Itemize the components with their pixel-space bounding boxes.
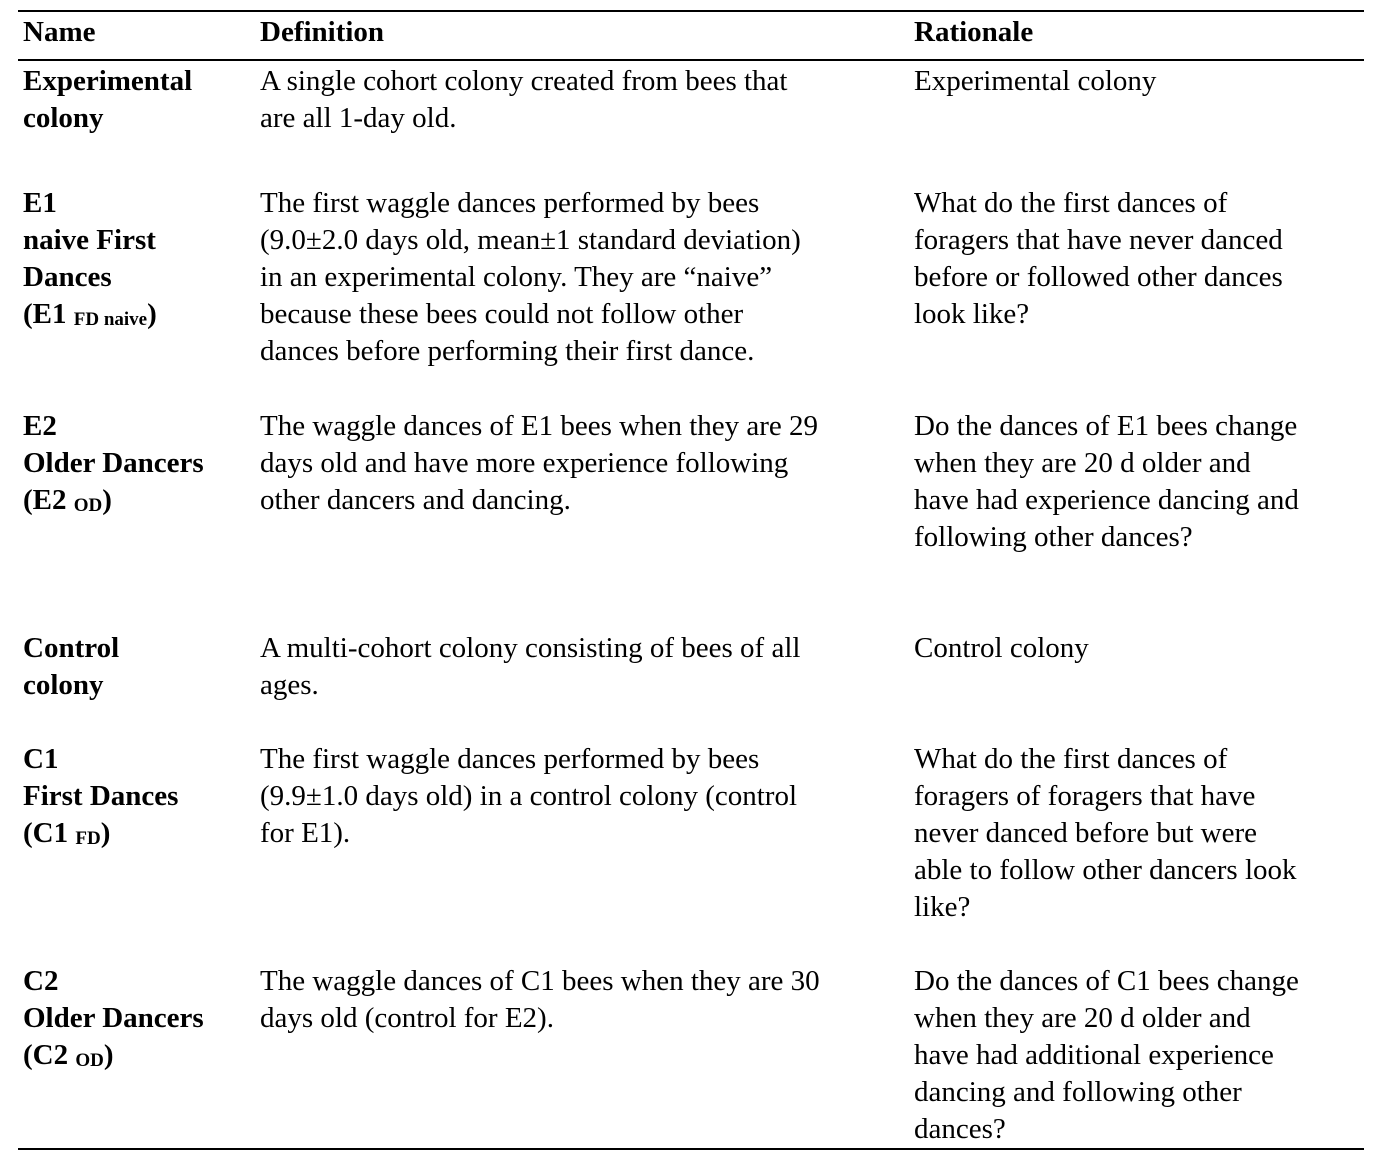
definition-line: other dancers and dancing. [260, 484, 571, 516]
rationale-line: before or followed other dances [914, 261, 1283, 293]
table-bottom-rule [18, 1148, 1364, 1150]
row-e1-definition [260, 185, 900, 370]
rationale-line: when they are 20 d older and [914, 447, 1251, 479]
row-c2-definition [260, 963, 900, 1037]
rationale-line: Do the dances of E1 bees change [914, 410, 1298, 442]
table-header-rule [18, 59, 1364, 61]
rationale-line: like? [914, 891, 971, 923]
rationale-line: foragers of foragers that have [914, 780, 1256, 812]
name-line: Experimental [23, 65, 193, 97]
name-abbreviation: (C2 OD) [23, 1039, 114, 1071]
rationale-line: following other dances? [914, 521, 1193, 553]
definition-line: ages. [260, 669, 319, 701]
definition-line: A multi-cohort colony consisting of bees of all [260, 632, 801, 664]
definition-line: days old (control for E2). [260, 1002, 554, 1034]
rationale-line: dancing and following other [914, 1076, 1242, 1108]
row-c1-rationale [914, 741, 1364, 926]
definition-line: dances before performing their first dance. [260, 335, 755, 367]
rationale-line: What do the first dances of [914, 743, 1228, 775]
definition-line: The waggle dances of E1 bees when they are 29 [260, 410, 819, 442]
name-line: C1 [23, 743, 59, 775]
rationale-line: look like? [914, 298, 1030, 330]
definition-line: are all 1-day old. [260, 102, 457, 134]
name-line: Older Dancers [23, 1002, 204, 1034]
definition-line: The first waggle dances performed by bees [260, 743, 760, 775]
row-e1-name [23, 185, 248, 338]
column-header-definition: Definition [260, 16, 385, 48]
rationale-line: Control colony [914, 632, 1089, 664]
name-line: Control [23, 632, 120, 664]
name-line: First Dances [23, 780, 179, 812]
row-c2-name [23, 963, 248, 1079]
row-control-colony-rationale [914, 630, 1364, 667]
name-line: C2 [23, 965, 59, 997]
name-abbreviation: (E1 FD naive) [23, 298, 157, 330]
column-header-name: Name [23, 16, 96, 48]
row-control-colony-name [23, 630, 248, 704]
rationale-line: able to follow other dancers look [914, 854, 1297, 886]
table-top-rule [18, 10, 1364, 12]
row-experimental-colony-name [23, 63, 248, 137]
row-experimental-colony-rationale [914, 63, 1364, 100]
name-abbreviation: (C1 FD) [23, 817, 111, 849]
row-e2-rationale [914, 408, 1364, 556]
definition-line: in an experimental colony. They are “naive” [260, 261, 773, 293]
row-experimental-colony-definition [260, 63, 900, 137]
name-line: colony [23, 102, 104, 134]
definition-line: The first waggle dances performed by bees [260, 187, 760, 219]
rationale-line: foragers that have never danced [914, 224, 1283, 256]
rationale-line: when they are 20 d older and [914, 1002, 1251, 1034]
row-c2-rationale [914, 963, 1364, 1148]
row-e2-definition [260, 408, 900, 519]
name-line: Older Dancers [23, 447, 204, 479]
definition-line: The waggle dances of C1 bees when they are 30 [260, 965, 820, 997]
rationale-line: never danced before but were [914, 817, 1257, 849]
row-control-colony-definition [260, 630, 900, 704]
rationale-line: dances? [914, 1113, 1006, 1145]
rationale-line: have had experience dancing and [914, 484, 1299, 516]
definition-line: (9.9±1.0 days old) in a control colony (control [260, 780, 797, 812]
name-line: Dances [23, 261, 112, 293]
column-header-rationale: Rationale [914, 16, 1034, 48]
row-c1-name [23, 741, 248, 857]
rationale-line: What do the first dances of [914, 187, 1228, 219]
row-e2-name [23, 408, 248, 524]
name-line: E2 [23, 410, 57, 442]
rationale-line: have had additional experience [914, 1039, 1274, 1071]
rationale-line: Experimental colony [914, 65, 1157, 97]
row-e1-rationale [914, 185, 1364, 333]
definition-line: days old and have more experience following [260, 447, 789, 479]
definition-line: because these bees could not follow other [260, 298, 744, 330]
name-line: colony [23, 669, 104, 701]
definition-line: A single cohort colony created from bees that [260, 65, 788, 97]
name-line: naive First [23, 224, 156, 256]
name-line: E1 [23, 187, 57, 219]
definition-line: (9.0±2.0 days old, mean±1 standard deviation) [260, 224, 801, 256]
name-abbreviation: (E2 OD) [23, 484, 112, 516]
rationale-line: Do the dances of C1 bees change [914, 965, 1299, 997]
definition-line: for E1). [260, 817, 351, 849]
row-c1-definition [260, 741, 900, 852]
